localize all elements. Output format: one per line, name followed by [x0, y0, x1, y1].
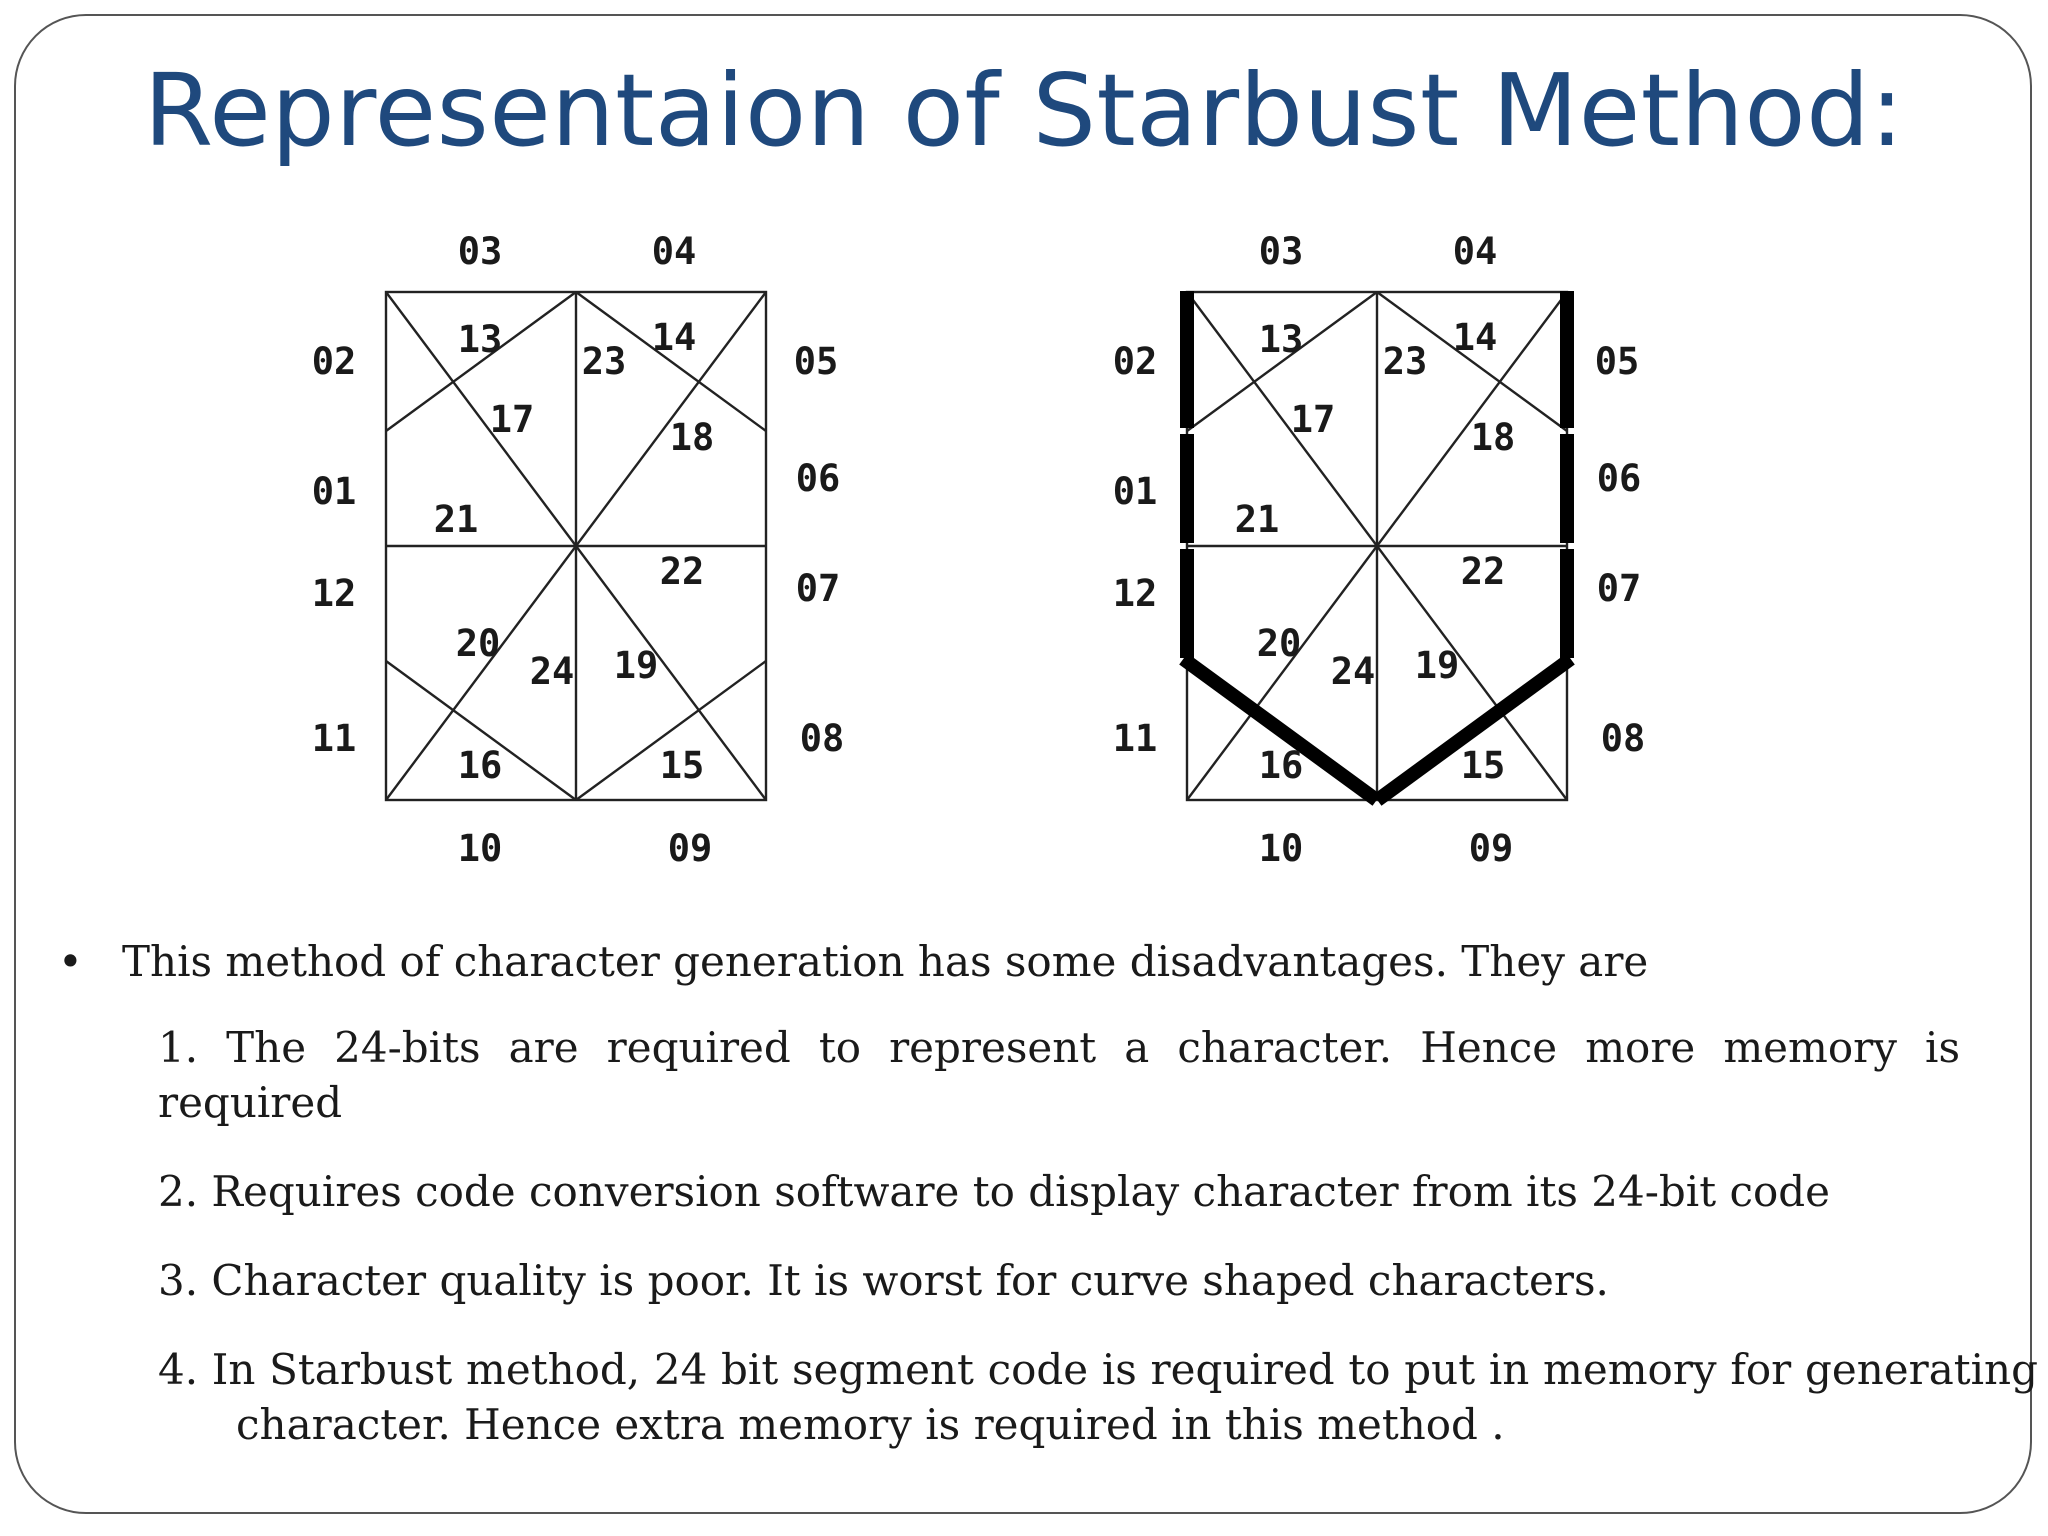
starburst-svg-plain — [300, 218, 860, 888]
label-24: 24 — [529, 650, 575, 693]
label-17: 17 — [489, 398, 535, 441]
label-23: 23 — [1382, 340, 1428, 383]
label-23: 23 — [581, 340, 627, 383]
intro-bullet — [50, 932, 1970, 992]
segment-13 — [1187, 292, 1377, 431]
label-18: 18 — [1470, 416, 1516, 459]
segment-13 — [386, 292, 576, 431]
label-14: 14 — [651, 316, 697, 359]
label-08: 08 — [799, 717, 845, 760]
list-item: 4. In Starbust method, 24 bit segment code is required to put in memory for generating character. Hence extra memory is required in this method . — [158, 1345, 2038, 1449]
list-item: 2. Requires code conversion software to display character from its 24-bit code — [158, 1167, 1831, 1216]
label-16: 16 — [1258, 744, 1304, 787]
label-20: 20 — [455, 622, 501, 665]
segment-lines — [1187, 292, 1567, 800]
label-01: 01 — [1112, 470, 1158, 513]
label-10: 10 — [457, 827, 503, 870]
list-item: 3. Character quality is poor. It is worst for curve shaped characters. — [158, 1256, 1609, 1305]
label-12: 12 — [311, 572, 357, 615]
starburst-svg-highlighted — [1101, 218, 1661, 888]
label-15: 15 — [1460, 744, 1506, 787]
label-10: 10 — [1258, 827, 1304, 870]
label-03: 03 — [457, 230, 503, 273]
label-02: 02 — [1112, 340, 1158, 383]
label-13: 13 — [1258, 318, 1304, 361]
label-06: 06 — [795, 457, 841, 500]
label-07: 07 — [795, 567, 841, 610]
label-01: 01 — [311, 470, 357, 513]
label-04: 04 — [651, 230, 697, 273]
intro-text: This method of character generation has some disadvantages. They are — [122, 937, 1649, 986]
label-14: 14 — [1452, 316, 1498, 359]
label-17: 17 — [1290, 398, 1336, 441]
label-18: 18 — [669, 416, 715, 459]
content-body — [50, 932, 2038, 1452]
label-06: 06 — [1596, 457, 1642, 500]
segment-lines — [386, 292, 766, 800]
label-20: 20 — [1256, 622, 1302, 665]
slide-title: Representaion of Starbust Method: — [143, 52, 1905, 169]
label-12: 12 — [1112, 572, 1158, 615]
label-05: 05 — [1594, 340, 1640, 383]
starburst-diagram-highlighted — [1101, 218, 1661, 888]
label-22: 22 — [659, 550, 705, 593]
label-22: 22 — [1460, 550, 1506, 593]
label-13: 13 — [457, 318, 503, 361]
label-21: 21 — [433, 498, 479, 541]
label-09: 09 — [1468, 827, 1514, 870]
label-08: 08 — [1600, 717, 1646, 760]
label-15: 15 — [659, 744, 705, 787]
bullet-dot-icon: • — [58, 937, 83, 986]
label-11: 11 — [311, 717, 357, 760]
list-item: 1. The 24-bits are required to represent a character. Hence more memory is required — [158, 1023, 1960, 1127]
label-11: 11 — [1112, 717, 1158, 760]
starburst-diagram-plain — [300, 218, 860, 888]
label-03: 03 — [1258, 230, 1304, 273]
label-09: 09 — [667, 827, 713, 870]
label-07: 07 — [1596, 567, 1642, 610]
label-05: 05 — [793, 340, 839, 383]
label-04: 04 — [1452, 230, 1498, 273]
label-16: 16 — [457, 744, 503, 787]
label-24: 24 — [1330, 650, 1376, 693]
label-02: 02 — [311, 340, 357, 383]
label-19: 19 — [613, 644, 659, 687]
label-19: 19 — [1414, 644, 1460, 687]
label-21: 21 — [1234, 498, 1280, 541]
